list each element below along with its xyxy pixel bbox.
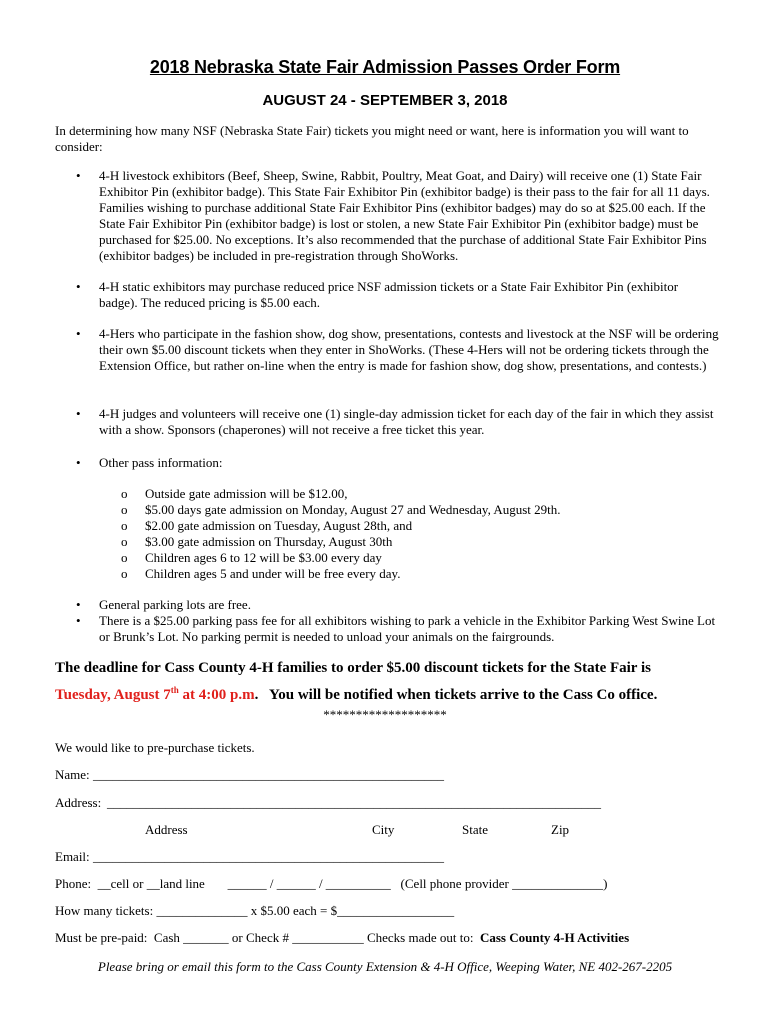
address-field[interactable]: ____________________________________________________________________________	[107, 795, 601, 810]
bullet-other-pass-info: Other pass information:	[99, 455, 223, 470]
event-dates: AUGUST 24 - SEPTEMBER 3, 2018	[262, 92, 508, 109]
deadline-date	[55, 687, 255, 703]
tickets-field[interactable]: How many tickets: ______________ x $5.00 each = $__________________	[55, 903, 455, 918]
deadline-time: at 4:00 p.m	[178, 687, 255, 703]
prepaid-line[interactable]	[55, 930, 629, 946]
bullet-icon: •	[76, 455, 81, 470]
email-field[interactable]: ______________________________________________________	[93, 849, 444, 864]
sub-bullet-icon: o	[121, 502, 128, 517]
bullet-livestock-exhibitors: 4-H livestock exhibitors (Beef, Sheep, Swine, Rabbit, Poultry, Meat Goat, and Dairy) will receive one (1) State Fair Exhibitor Pin (exhibitor badge). This State Fair Exhibitor Pin (exhibitor badge) is their pass to the fair for all 11 days. Families wishing to purchase additional State Fair Exhibitor Pins (exhibitor badges) may do so at $25.00 each. If the State Fair Exhibitor Pin (exhibitor badge) is lost or stolen, a new State Fair Exhibitor Pin (exhibitor badge) must be purchased for $25.00. No exceptions. It’s also recommended that the purchase of additional State Fair Exhibitor Pins (exhibitor badges) be included in pre-registration through ShoWorks.	[99, 168, 710, 263]
sub-bullet-item: Outside gate admission will be $12.00,	[145, 486, 348, 501]
name-label: Name:	[55, 767, 90, 782]
bullet-parking-pass: There is a $25.00 parking pass fee for all exhibitors wishing to park a vehicle in the Exhibitor Parking West Swine Lot or Brunk’s Lot. No parking permit is needed to unload your animals on the fairgrounds.	[99, 613, 716, 644]
deadline-line-2	[55, 679, 735, 706]
bullet-icon: •	[76, 168, 81, 183]
bullet-judges-volunteers: 4-H judges and volunteers will receive one (1) single-day admission ticket for each day of the fair in which they assist with a show. Sponsors (chaperones) will not receive a free ticket this year.	[99, 406, 714, 437]
sub-bullet-icon: o	[121, 566, 128, 581]
name-field[interactable]: ______________________________________________________	[93, 767, 444, 782]
bullet-icon: •	[76, 597, 81, 612]
form-intro: We would like to pre-purchase tickets.	[55, 740, 255, 755]
bullet-parking-free: General parking lots are free.	[99, 597, 251, 612]
sub-bullet-icon: o	[121, 486, 128, 501]
bullet-fashion-show: 4-Hers who participate in the fashion show, dog show, presentations, contests and livestock at the NSF will be ordering their own $5.00 discount tickets when they enter in ShoWorks. (These 4-Hers will not be ordering tickets through the Extension Office, but rather on-line when the entry is made for fashion show, dog show, presentations, and contests.)	[99, 326, 719, 373]
bullet-static-exhibitors: 4-H static exhibitors may purchase reduced price NSF admission tickets or a State Fair Exhibitor Pin (exhibitor badge). The reduced pricing is $5.00 each.	[99, 279, 679, 310]
bullet-icon: •	[76, 326, 81, 341]
deadline-notice	[55, 657, 735, 706]
zip-column-label: Zip	[551, 822, 570, 837]
deadline-notification: . You will be notified when tickets arrive to the Cass Co office.	[254, 687, 658, 703]
email-label: Email:	[55, 849, 90, 864]
state-column-label: State	[462, 822, 488, 837]
bullet-icon: •	[76, 406, 81, 421]
payee-name: Cass County 4-H Activities	[479, 930, 630, 945]
page-title: 2018 Nebraska State Fair Admission Passes Order Form	[149, 57, 621, 77]
address-label: Address:	[55, 795, 102, 810]
deadline-date-text: Tuesday, August 7	[55, 687, 171, 703]
bullet-icon: •	[76, 279, 81, 294]
bullet-icon: •	[76, 613, 81, 628]
sub-bullet-item: $5.00 days gate admission on Monday, August 27 and Wednesday, August 29th.	[145, 502, 561, 517]
sub-bullet-icon: o	[121, 534, 128, 549]
sub-bullet-icon: o	[121, 550, 128, 565]
sub-bullet-item: $3.00 gate admission on Thursday, August 30th	[145, 534, 393, 549]
prepaid-text: Must be pre-paid: Cash _______ or Check # ___________ Checks made out to:	[55, 930, 480, 945]
city-column-label: City	[372, 822, 395, 837]
deadline-line: The deadline for Cass County 4-H families to order $5.00 discount tickets for the State Fair is	[55, 660, 651, 676]
separator-stars: *******************	[323, 707, 447, 722]
footer-note: Please bring or email this form to the Cass County Extension & 4-H Office, Weeping Water, NE 402-267-2205	[97, 959, 673, 974]
sub-bullet-icon: o	[121, 518, 128, 533]
sub-bullet-item: Children ages 6 to 12 will be $3.00 every day	[145, 550, 382, 565]
address-column-label: Address	[145, 822, 188, 837]
sub-bullet-item: Children ages 5 and under will be free every day.	[145, 566, 401, 581]
intro-paragraph: In determining how many NSF (Nebraska State Fair) tickets you might need or want, here is information you will want to consider:	[55, 123, 689, 154]
deadline-date-suffix: th	[170, 685, 179, 695]
phone-field[interactable]: Phone: __cell or __land line ______ / ______ / __________ (Cell phone provider ______________)	[55, 876, 608, 891]
sub-bullet-item: $2.00 gate admission on Tuesday, August 28th, and	[145, 518, 413, 533]
